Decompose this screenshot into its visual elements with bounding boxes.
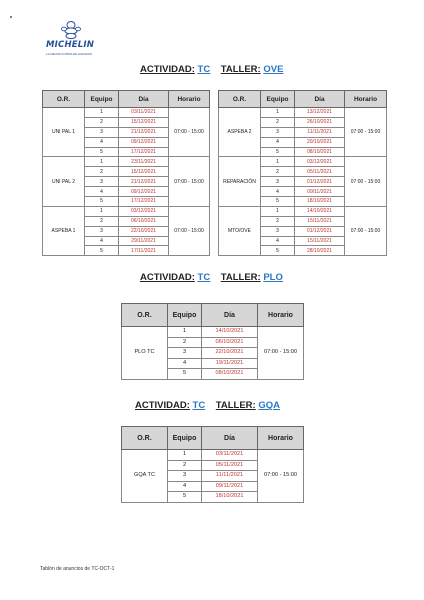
equipo-cell: 1	[85, 108, 119, 118]
section-heading-gqa	[135, 400, 280, 411]
or-cell: UNI PAL 2	[43, 157, 85, 206]
dia-cell: 21/12/2021	[119, 127, 169, 137]
dia-cell: 22/10/2021	[119, 226, 169, 236]
dia-cell: 08/10/2021	[202, 369, 258, 380]
equipo-cell: 2	[85, 167, 119, 177]
dia-cell: 15/12/2021	[119, 167, 169, 177]
schedule-table-plo	[121, 303, 304, 380]
equipo-cell: 4	[85, 187, 119, 197]
dia-cell: 19/11/2021	[202, 358, 258, 369]
equipo-cell: 1	[85, 157, 119, 167]
logo-wordmark: MICHELIN	[46, 40, 95, 50]
equipo-cell: 5	[85, 197, 119, 207]
equipo-cell: 1	[261, 206, 295, 216]
horario-cell: 07:00 - 15:00	[169, 157, 210, 206]
horario-cell: 07:00 - 15:00	[258, 450, 304, 503]
dia-cell: 18/10/2021	[202, 492, 258, 503]
or-cell: GQA TC	[122, 450, 168, 503]
dia-cell: 15/11/2021	[295, 236, 345, 246]
schedule-table-ove-right	[218, 90, 387, 256]
actividad-value: TC	[192, 400, 206, 411]
dia-cell: 11/11/2021	[202, 471, 258, 482]
dia-cell: 09/11/2021	[202, 481, 258, 492]
column-header-horario: Horario	[169, 91, 210, 108]
column-header-horario: Horario	[258, 427, 304, 450]
column-header-or: O.R.	[43, 91, 85, 108]
column-header-horario: Horario	[345, 91, 387, 108]
logo-tagline: LA MEJOR FORMA DE AVANZAR	[46, 52, 92, 56]
equipo-cell: 3	[261, 226, 295, 236]
equipo-cell: 3	[85, 177, 119, 187]
equipo-cell: 5	[85, 147, 119, 157]
equipo-cell: 3	[168, 471, 202, 482]
equipo-cell: 3	[85, 127, 119, 137]
equipo-cell: 2	[261, 117, 295, 127]
equipo-cell: 4	[168, 481, 202, 492]
dia-cell: 03/11/2021	[119, 108, 169, 118]
horario-cell: 07:00 - 15:00	[169, 108, 210, 157]
dia-cell: 26/10/2021	[295, 117, 345, 127]
or-cell: ASPEBA 1	[43, 206, 85, 255]
equipo-cell: 4	[85, 236, 119, 246]
dia-cell: 06/10/2021	[202, 337, 258, 348]
dia-cell: 09/12/2021	[119, 187, 169, 197]
table-row	[219, 108, 387, 118]
dia-cell: 22/10/2021	[202, 348, 258, 359]
dia-cell: 21/12/2021	[119, 177, 169, 187]
equipo-cell: 2	[85, 216, 119, 226]
equipo-cell: 2	[168, 460, 202, 471]
taller-value: PLO	[263, 272, 283, 283]
table-row	[43, 157, 210, 167]
table-row	[122, 450, 304, 461]
actividad-value: TC	[197, 272, 211, 283]
taller-value: GQA	[258, 400, 280, 411]
dia-cell: 23/11/2021	[119, 157, 169, 167]
horario-cell: 07:00 - 15:00	[258, 327, 304, 380]
column-header-dia: Día	[295, 91, 345, 108]
column-header-or: O.R.	[219, 91, 261, 108]
actividad-label: ACTIVIDAD:	[140, 272, 195, 283]
dia-cell: 09/11/2021	[295, 187, 345, 197]
equipo-cell: 5	[168, 369, 202, 380]
dia-cell: 11/11/2021	[295, 127, 345, 137]
column-header-dia: Día	[119, 91, 169, 108]
or-cell: PLO TC	[122, 327, 168, 380]
equipo-cell: 3	[261, 177, 295, 187]
table-row	[43, 108, 210, 118]
footer-note: Tablón de anuncios de TC-OCT-1	[40, 566, 115, 572]
dia-cell: 14/10/2021	[202, 327, 258, 338]
actividad-value: TC	[197, 64, 211, 75]
column-header-equipo: Equipo	[168, 304, 202, 327]
section-heading-plo	[140, 272, 283, 283]
equipo-cell: 5	[261, 197, 295, 207]
dia-cell: 17/11/2021	[119, 246, 169, 256]
equipo-cell: 5	[168, 492, 202, 503]
dia-cell: 03/12/2021	[295, 157, 345, 167]
taller-value: OVE	[263, 64, 284, 75]
column-header-or: O.R.	[122, 304, 168, 327]
dia-cell: 09/12/2021	[119, 137, 169, 147]
horario-cell: 07:00 - 15:00	[345, 108, 387, 157]
dia-cell: 20/10/2021	[295, 137, 345, 147]
dia-cell: 03/12/2021	[119, 206, 169, 216]
dia-cell: 01/12/2021	[295, 226, 345, 236]
taller-label: TALLER:	[220, 64, 261, 75]
equipo-cell: 2	[168, 337, 202, 348]
dia-cell: 15/12/2021	[119, 117, 169, 127]
dia-cell: 01/12/2021	[295, 177, 345, 187]
bibendum-icon	[60, 20, 82, 40]
actividad-label: ACTIVIDAD:	[135, 400, 190, 411]
taller-label: TALLER:	[215, 400, 256, 411]
table-row	[122, 327, 304, 338]
equipo-cell: 3	[261, 127, 295, 137]
dia-cell: 14/10/2021	[295, 206, 345, 216]
dia-cell: 17/12/2021	[119, 147, 169, 157]
column-header-horario: Horario	[258, 304, 304, 327]
column-header-or: O.R.	[122, 427, 168, 450]
dia-cell: 17/12/2021	[119, 197, 169, 207]
or-cell: ASPEBA 2	[219, 108, 261, 157]
dia-cell: 05/11/2021	[202, 460, 258, 471]
column-header-dia: Día	[202, 304, 258, 327]
taller-label: TALLER:	[220, 272, 261, 283]
scan-dot	[10, 16, 12, 18]
section-heading-ove	[140, 64, 283, 75]
dia-cell: 29/11/2021	[119, 236, 169, 246]
equipo-cell: 2	[261, 216, 295, 226]
horario-cell: 07:00 - 15:00	[345, 157, 387, 206]
equipo-cell: 4	[85, 137, 119, 147]
dia-cell: 15/11/2021	[295, 216, 345, 226]
equipo-cell: 5	[261, 147, 295, 157]
table-row	[43, 206, 210, 216]
dia-cell: 05/11/2021	[295, 167, 345, 177]
equipo-cell: 3	[85, 226, 119, 236]
table-row	[219, 206, 387, 216]
horario-cell: 07:00 - 15:00	[345, 206, 387, 255]
schedule-table-gqa	[121, 426, 304, 503]
equipo-cell: 5	[85, 246, 119, 256]
equipo-cell: 2	[261, 167, 295, 177]
column-header-equipo: Equipo	[261, 91, 295, 108]
equipo-cell: 1	[261, 108, 295, 118]
or-cell: MTO/OVE	[219, 206, 261, 255]
column-header-equipo: Equipo	[168, 427, 202, 450]
actividad-label: ACTIVIDAD:	[140, 64, 195, 75]
or-cell: UNI PAL 1	[43, 108, 85, 157]
equipo-cell: 4	[261, 236, 295, 246]
equipo-cell: 1	[261, 157, 295, 167]
dia-cell: 06/10/2021	[119, 216, 169, 226]
equipo-cell: 4	[261, 137, 295, 147]
equipo-cell: 2	[85, 117, 119, 127]
horario-cell: 07:00 - 15:00	[169, 206, 210, 255]
dia-cell: 03/11/2021	[202, 450, 258, 461]
equipo-cell: 1	[85, 206, 119, 216]
equipo-cell: 3	[168, 348, 202, 359]
dia-cell: 28/10/2021	[295, 246, 345, 256]
table-row	[219, 157, 387, 167]
equipo-cell: 4	[168, 358, 202, 369]
or-cell: REPARACIÓN	[219, 157, 261, 206]
schedule-table-ove-left	[42, 90, 210, 256]
column-header-equipo: Equipo	[85, 91, 119, 108]
equipo-cell: 5	[261, 246, 295, 256]
column-header-dia: Día	[202, 427, 258, 450]
dia-cell: 08/10/2021	[295, 147, 345, 157]
equipo-cell: 1	[168, 450, 202, 461]
dia-cell: 18/10/2021	[295, 197, 345, 207]
equipo-cell: 4	[261, 187, 295, 197]
equipo-cell: 1	[168, 327, 202, 338]
dia-cell: 13/12/2021	[295, 108, 345, 118]
